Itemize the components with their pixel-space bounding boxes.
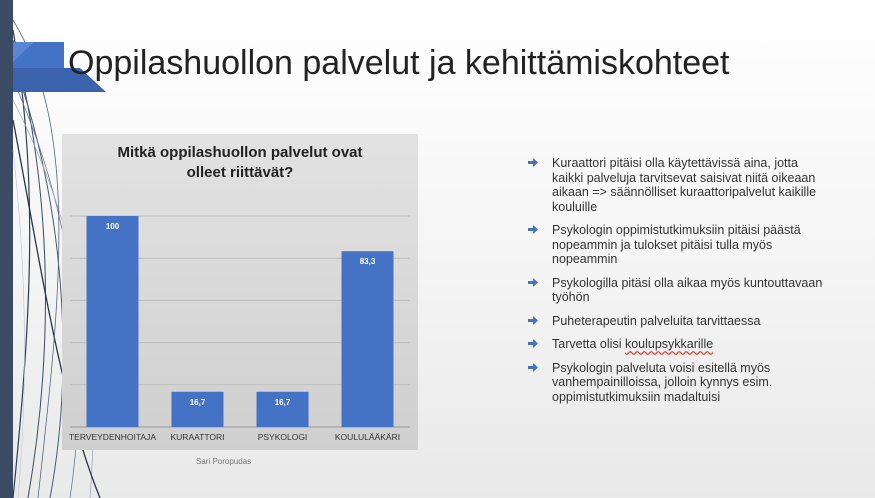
bullet-item	[528, 276, 828, 305]
arrow-bullet-icon	[528, 225, 538, 234]
category-tick-label: KOULULÄÄKÄRI	[334, 432, 401, 442]
bullet-text: Kuraattori pitäisi olla käytettävissä aina, jotta kaikki palveluja tarvitsevat saisivat niitä oikeaan aikaan => säännölliset kuraattoripalvelut kaikille kouluille	[552, 156, 817, 214]
bullet-list	[528, 156, 828, 413]
category-tick-label: KURAATTORI	[170, 432, 225, 442]
bullet-item	[528, 314, 828, 329]
bar-chart	[62, 134, 418, 450]
category-tick-label: PSYKOLOGI	[257, 432, 308, 442]
author-watermark: Sari Poropudas	[196, 457, 252, 466]
chart-title-line-2: olleet riittävät?	[186, 164, 294, 181]
bullet-text: Psykologilla pitäsi olla aikaa myös kuntouttavaan työhön	[552, 275, 823, 304]
bullet-text: Psykologin palveluta voisi esitellä myös vanhempainilloissa, jolloin kynnys esim. oppimistutkimuksiin madaltuisi	[552, 360, 773, 404]
bullet-text: Puheterapeutin palveluita tarvittaessa	[552, 313, 761, 328]
bullet-text: Psykologin oppimistutkimuksiin pitäisi päästä nopeammin ja tulokset pitäisi tulla myös nopeammin	[552, 223, 801, 266]
bullet-item	[528, 223, 828, 267]
bullet-item	[528, 156, 828, 214]
bar-koululääkäri	[342, 251, 394, 427]
chart-plot	[62, 134, 418, 450]
data-label: 100	[105, 222, 120, 231]
data-label: 16,7	[274, 397, 291, 407]
category-tick-label: TERVEYDENHOITAJA	[68, 432, 157, 442]
arrow-bullet-icon	[528, 363, 538, 372]
arrow-bullet-icon	[528, 158, 538, 167]
data-label: 83,3	[359, 257, 376, 267]
arrow-bullet-icon	[528, 339, 538, 348]
arrow-bullet-icon	[528, 278, 538, 287]
bullet-item	[528, 361, 828, 405]
arrow-bullet-icon	[528, 316, 538, 325]
spellcheck-underlined-word: koulupsykkarille	[624, 337, 714, 351]
bar-terveydenhoitaja	[87, 216, 139, 427]
bullet-text: Tarvetta olisi koulupsykkarille	[552, 337, 714, 351]
slide-title: Oppilashuollon palvelut ja kehittämiskohteet	[68, 44, 730, 82]
bullet-item	[528, 337, 828, 352]
chart-title-line-1: Mitkä oppilashuollon palvelut ovat	[117, 144, 363, 161]
data-label: 16,7	[189, 397, 206, 407]
